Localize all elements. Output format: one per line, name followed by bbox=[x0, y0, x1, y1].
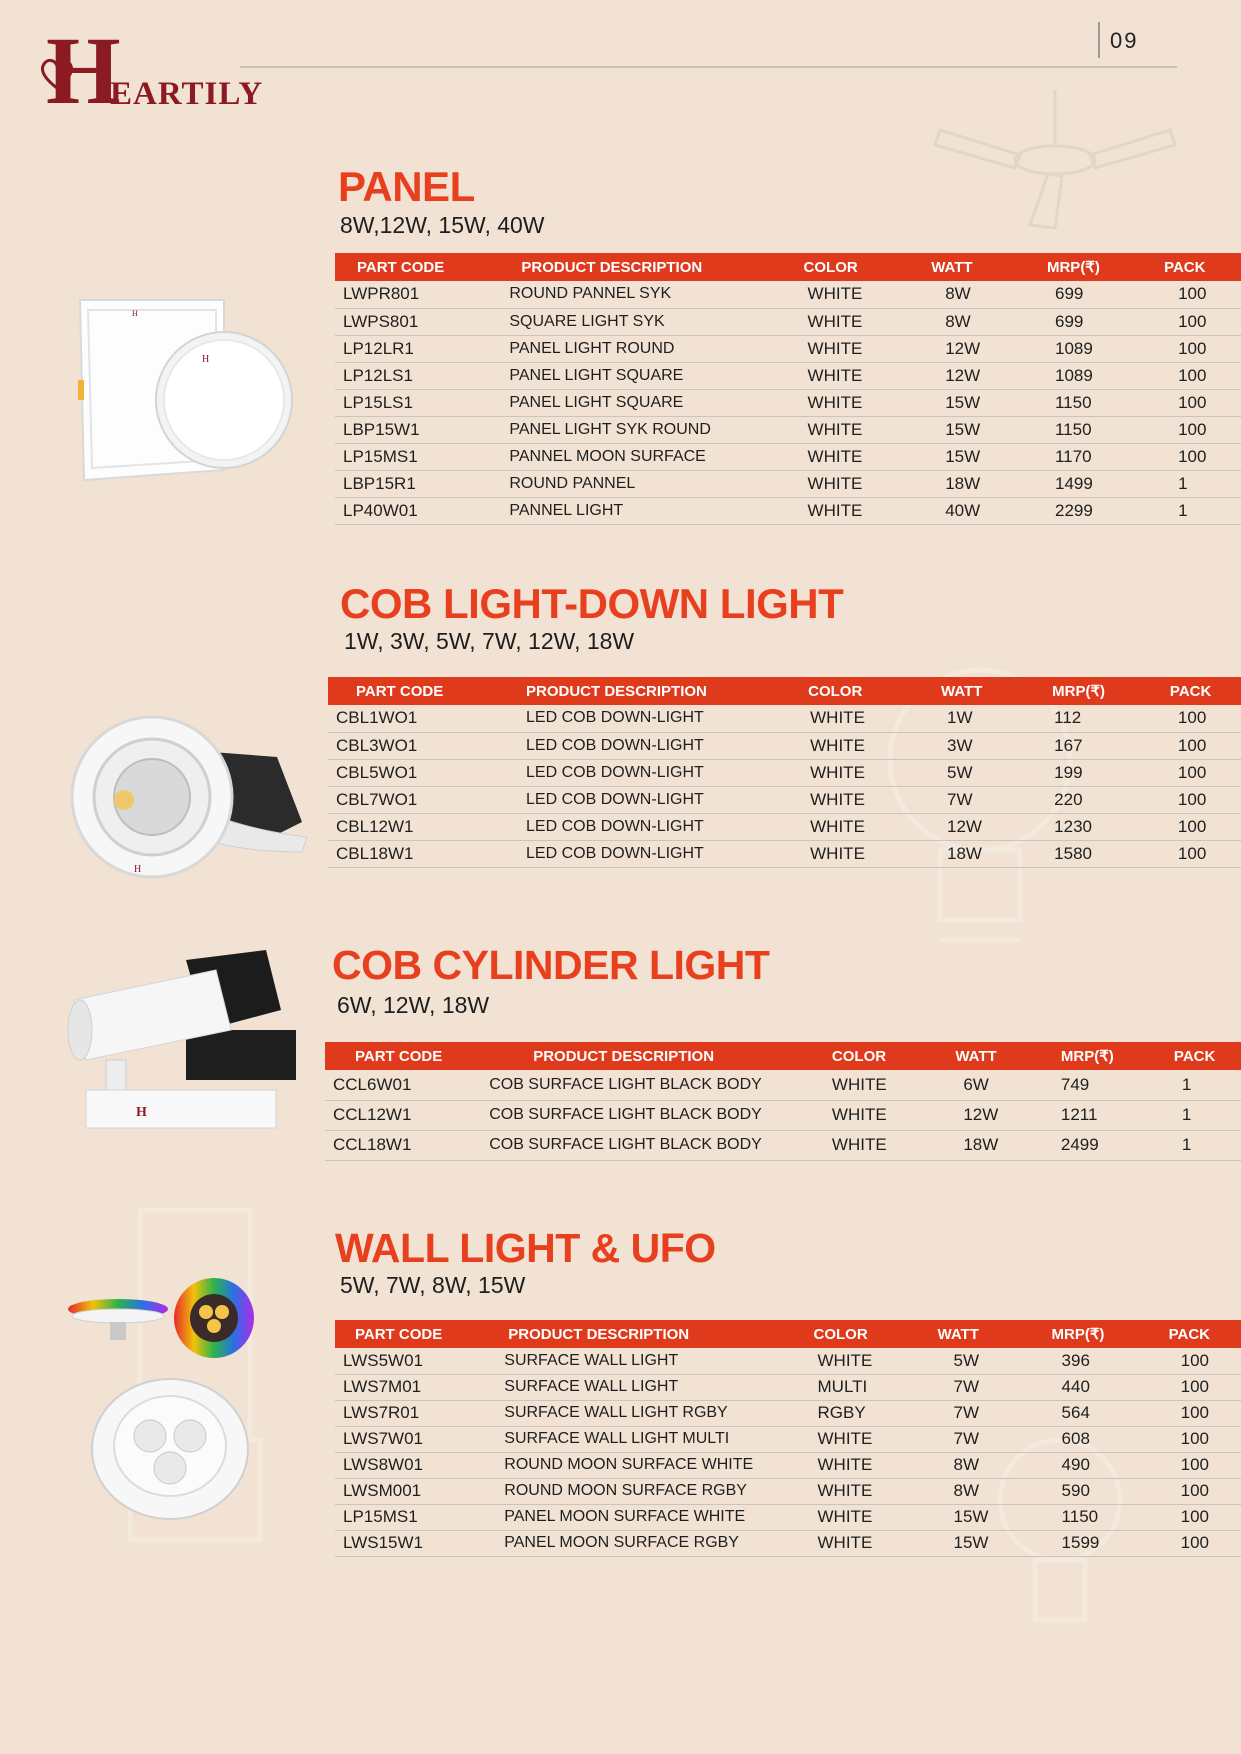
cell-pack: 100 bbox=[1134, 732, 1241, 759]
cell-color: WHITE bbox=[764, 335, 904, 362]
cell-watt: 15W bbox=[909, 1504, 1025, 1530]
cell-part-code: CCL18W1 bbox=[325, 1130, 461, 1160]
cell-watt: 15W bbox=[903, 443, 1021, 470]
cell-color: WHITE bbox=[760, 786, 903, 813]
cell-description: SURFACE WALL LIGHT bbox=[474, 1374, 773, 1400]
cell-watt: 7W bbox=[909, 1374, 1025, 1400]
cell-color: WHITE bbox=[760, 705, 903, 732]
cob-cylinder-table bbox=[325, 1042, 1241, 1161]
cell-watt: 12W bbox=[919, 1100, 1031, 1130]
cell-watt: 8W bbox=[909, 1478, 1025, 1504]
cob-down-light-table-body bbox=[328, 705, 1241, 867]
cell-mrp: 1599 bbox=[1026, 1530, 1137, 1556]
column-header-description: PRODUCT DESCRIPTION bbox=[461, 1042, 798, 1070]
table-row bbox=[335, 389, 1241, 416]
cell-mrp: 1150 bbox=[1026, 1504, 1137, 1530]
cell-mrp: 1089 bbox=[1021, 362, 1134, 389]
table-row bbox=[335, 416, 1241, 443]
cell-watt: 15W bbox=[909, 1530, 1025, 1556]
cell-color: WHITE bbox=[764, 470, 904, 497]
column-header-color: COLOR bbox=[764, 253, 904, 281]
cell-part-code: CBL1WO1 bbox=[328, 705, 476, 732]
cell-pack: 100 bbox=[1137, 1426, 1241, 1452]
cell-mrp: 699 bbox=[1021, 281, 1134, 308]
cob-cylinder-light-product-image bbox=[66, 950, 296, 1130]
column-header-part-code: PART CODE bbox=[335, 253, 479, 281]
cell-description: SURFACE WALL LIGHT RGBY bbox=[474, 1400, 773, 1426]
cell-mrp: 608 bbox=[1026, 1426, 1137, 1452]
cell-pack: 100 bbox=[1137, 1452, 1241, 1478]
cell-watt: 12W bbox=[903, 813, 1020, 840]
cell-description: LED COB DOWN-LIGHT bbox=[476, 732, 760, 759]
table-row bbox=[335, 497, 1241, 524]
svg-text:H: H bbox=[134, 864, 142, 875]
ufo-rgb-light-product-image bbox=[66, 1276, 266, 1360]
section-subtitle-cob-down-light: 1W, 3W, 5W, 7W, 12W, 18W bbox=[344, 628, 635, 654]
cell-pack: 100 bbox=[1137, 1530, 1241, 1556]
column-header-mrp: MRP(₹) bbox=[1026, 1320, 1137, 1348]
cell-color: RGBY bbox=[774, 1400, 910, 1426]
cell-description: ROUND MOON SURFACE WHITE bbox=[474, 1452, 773, 1478]
wall-ufo-table-body bbox=[335, 1348, 1241, 1556]
section-title-cob-down-light: COB LIGHT-DOWN LIGHT bbox=[340, 580, 844, 627]
cell-watt: 6W bbox=[919, 1070, 1031, 1100]
column-header-watt: WATT bbox=[909, 1320, 1025, 1348]
cell-part-code: LWS15W1 bbox=[335, 1530, 474, 1556]
column-header-description: PRODUCT DESCRIPTION bbox=[474, 1320, 773, 1348]
cell-pack: 100 bbox=[1134, 416, 1241, 443]
cell-color: WHITE bbox=[774, 1426, 910, 1452]
cell-part-code: LWS7M01 bbox=[335, 1374, 474, 1400]
cell-mrp: 199 bbox=[1020, 759, 1134, 786]
cell-mrp: 749 bbox=[1031, 1070, 1138, 1100]
cell-watt: 3W bbox=[903, 732, 1020, 759]
cell-pack: 100 bbox=[1134, 759, 1241, 786]
cell-description: PANNEL LIGHT bbox=[479, 497, 763, 524]
cell-description: PANEL LIGHT SYK ROUND bbox=[479, 416, 763, 443]
cell-part-code: CBL5WO1 bbox=[328, 759, 476, 786]
table-row bbox=[335, 1452, 1241, 1478]
table-row bbox=[328, 759, 1241, 786]
cell-description: LED COB DOWN-LIGHT bbox=[476, 786, 760, 813]
cob-cylinder-table-body bbox=[325, 1070, 1241, 1160]
cell-part-code: LBP15R1 bbox=[335, 470, 479, 497]
svg-text:H: H bbox=[136, 1105, 147, 1120]
table-row bbox=[335, 335, 1241, 362]
cell-part-code: LWS5W01 bbox=[335, 1348, 474, 1374]
cell-description: PANEL LIGHT ROUND bbox=[479, 335, 763, 362]
panel-light-product-image bbox=[74, 290, 294, 490]
cell-description: PANEL LIGHT SQUARE bbox=[479, 389, 763, 416]
cell-mrp: 564 bbox=[1026, 1400, 1137, 1426]
section-title-panel: PANEL bbox=[338, 163, 475, 210]
column-header-watt: WATT bbox=[919, 1042, 1031, 1070]
section-title-wall-ufo: WALL LIGHT & UFO bbox=[335, 1225, 716, 1271]
cell-mrp: 1580 bbox=[1020, 840, 1134, 867]
cell-part-code: CBL3WO1 bbox=[328, 732, 476, 759]
cell-part-code: CBL18W1 bbox=[328, 840, 476, 867]
table-row bbox=[335, 1400, 1241, 1426]
column-header-description: PRODUCT DESCRIPTION bbox=[476, 677, 760, 705]
cell-description: ROUND PANNEL bbox=[479, 470, 763, 497]
table-row bbox=[328, 786, 1241, 813]
cell-color: WHITE bbox=[764, 281, 904, 308]
cell-description: COB SURFACE LIGHT BLACK BODY bbox=[461, 1070, 798, 1100]
cell-watt: 12W bbox=[903, 335, 1021, 362]
cell-color: WHITE bbox=[760, 813, 903, 840]
cell-color: WHITE bbox=[774, 1348, 910, 1374]
cob-down-light-product-image bbox=[62, 712, 307, 892]
cell-pack: 100 bbox=[1137, 1504, 1241, 1530]
cell-pack: 100 bbox=[1134, 443, 1241, 470]
table-row bbox=[325, 1130, 1241, 1160]
cell-description: LED COB DOWN-LIGHT bbox=[476, 759, 760, 786]
table-row bbox=[335, 362, 1241, 389]
cell-part-code: CCL12W1 bbox=[325, 1100, 461, 1130]
cell-pack: 1 bbox=[1138, 1070, 1241, 1100]
table-row bbox=[335, 1504, 1241, 1530]
panel-table-body bbox=[335, 281, 1241, 524]
column-header-mrp: MRP(₹) bbox=[1021, 253, 1134, 281]
cell-watt: 8W bbox=[909, 1452, 1025, 1478]
cell-color: WHITE bbox=[760, 732, 903, 759]
cob-down-light-table bbox=[328, 677, 1241, 868]
cell-part-code: LWPS801 bbox=[335, 308, 479, 335]
cell-part-code: LWPR801 bbox=[335, 281, 479, 308]
cell-mrp: 1499 bbox=[1021, 470, 1134, 497]
cell-color: WHITE bbox=[774, 1530, 910, 1556]
cell-part-code: CBL7WO1 bbox=[328, 786, 476, 813]
cell-mrp: 1170 bbox=[1021, 443, 1134, 470]
table-row bbox=[335, 1348, 1241, 1374]
column-header-part-code: PART CODE bbox=[325, 1042, 461, 1070]
cell-watt: 8W bbox=[903, 308, 1021, 335]
cell-watt: 5W bbox=[903, 759, 1020, 786]
table-row bbox=[328, 840, 1241, 867]
column-header-mrp: MRP(₹) bbox=[1031, 1042, 1138, 1070]
cell-description: LED COB DOWN-LIGHT bbox=[476, 840, 760, 867]
cell-part-code: CCL6W01 bbox=[325, 1070, 461, 1100]
cell-mrp: 699 bbox=[1021, 308, 1134, 335]
column-header-color: COLOR bbox=[774, 1320, 910, 1348]
cell-part-code: LBP15W1 bbox=[335, 416, 479, 443]
cell-pack: 100 bbox=[1134, 786, 1241, 813]
table-row bbox=[325, 1100, 1241, 1130]
cell-mrp: 112 bbox=[1020, 705, 1134, 732]
column-header-pack: PACK bbox=[1138, 1042, 1241, 1070]
cell-part-code: LP15MS1 bbox=[335, 443, 479, 470]
column-header-pack: PACK bbox=[1134, 253, 1241, 281]
column-header-pack: PACK bbox=[1137, 1320, 1241, 1348]
page-number-divider bbox=[1098, 22, 1100, 58]
cell-mrp: 2299 bbox=[1021, 497, 1134, 524]
table-header-row bbox=[325, 1042, 1241, 1070]
cell-part-code: LP15LS1 bbox=[335, 389, 479, 416]
column-header-color: COLOR bbox=[798, 1042, 919, 1070]
cell-description: LED COB DOWN-LIGHT bbox=[476, 705, 760, 732]
cell-part-code: LP15MS1 bbox=[335, 1504, 474, 1530]
cell-watt: 7W bbox=[903, 786, 1020, 813]
cell-pack: 100 bbox=[1134, 705, 1241, 732]
svg-text:H: H bbox=[202, 354, 210, 365]
cell-part-code: LP12LS1 bbox=[335, 362, 479, 389]
section-subtitle-cob-cylinder: 6W, 12W, 18W bbox=[337, 992, 490, 1018]
cell-color: WHITE bbox=[798, 1070, 919, 1100]
cell-part-code: LWSM001 bbox=[335, 1478, 474, 1504]
cell-pack: 100 bbox=[1137, 1348, 1241, 1374]
cell-mrp: 1230 bbox=[1020, 813, 1134, 840]
column-header-part-code: PART CODE bbox=[335, 1320, 474, 1348]
table-row bbox=[328, 732, 1241, 759]
table-header-row bbox=[335, 253, 1241, 281]
cell-mrp: 440 bbox=[1026, 1374, 1137, 1400]
cell-color: WHITE bbox=[774, 1478, 910, 1504]
cell-watt: 7W bbox=[909, 1400, 1025, 1426]
table-row bbox=[335, 1478, 1241, 1504]
cell-description: PANEL MOON SURFACE WHITE bbox=[474, 1504, 773, 1530]
cell-part-code: LP40W01 bbox=[335, 497, 479, 524]
cell-color: WHITE bbox=[764, 362, 904, 389]
cell-pack: 100 bbox=[1134, 389, 1241, 416]
cell-description: SQUARE LIGHT SYK bbox=[479, 308, 763, 335]
cell-color: WHITE bbox=[764, 389, 904, 416]
table-row bbox=[335, 443, 1241, 470]
cell-pack: 100 bbox=[1137, 1478, 1241, 1504]
cell-mrp: 167 bbox=[1020, 732, 1134, 759]
table-row bbox=[335, 470, 1241, 497]
cell-watt: 40W bbox=[903, 497, 1021, 524]
svg-text:H: H bbox=[132, 309, 138, 318]
cell-description: PANEL LIGHT SQUARE bbox=[479, 362, 763, 389]
cell-description: SURFACE WALL LIGHT MULTI bbox=[474, 1426, 773, 1452]
table-header-row bbox=[328, 677, 1241, 705]
cell-pack: 1 bbox=[1134, 470, 1241, 497]
cell-mrp: 1089 bbox=[1021, 335, 1134, 362]
cell-mrp: 490 bbox=[1026, 1452, 1137, 1478]
cell-watt: 1W bbox=[903, 705, 1020, 732]
cell-mrp: 1150 bbox=[1021, 389, 1134, 416]
cell-color: WHITE bbox=[774, 1504, 910, 1530]
cell-watt: 18W bbox=[919, 1130, 1031, 1160]
cell-color: WHITE bbox=[764, 443, 904, 470]
section-subtitle-panel: 8W,12W, 15W, 40W bbox=[340, 212, 545, 238]
round-moon-light-product-image bbox=[88, 1376, 252, 1522]
cell-color: WHITE bbox=[798, 1130, 919, 1160]
cell-color: WHITE bbox=[774, 1452, 910, 1478]
cell-pack: 100 bbox=[1134, 813, 1241, 840]
cell-mrp: 1211 bbox=[1031, 1100, 1138, 1130]
cell-mrp: 396 bbox=[1026, 1348, 1137, 1374]
cell-watt: 15W bbox=[903, 389, 1021, 416]
table-header-row bbox=[335, 1320, 1241, 1348]
cell-part-code: LWS7R01 bbox=[335, 1400, 474, 1426]
cell-color: WHITE bbox=[760, 759, 903, 786]
cell-color: WHITE bbox=[764, 416, 904, 443]
cell-description: COB SURFACE LIGHT BLACK BODY bbox=[461, 1100, 798, 1130]
cell-pack: 100 bbox=[1137, 1374, 1241, 1400]
table-row bbox=[335, 281, 1241, 308]
cell-mrp: 220 bbox=[1020, 786, 1134, 813]
brand-logo bbox=[40, 17, 300, 124]
column-header-pack: PACK bbox=[1134, 677, 1241, 705]
table-row bbox=[335, 1530, 1241, 1556]
table-row bbox=[328, 813, 1241, 840]
cell-pack: 1 bbox=[1138, 1100, 1241, 1130]
cell-description: ROUND PANNEL SYK bbox=[479, 281, 763, 308]
cell-pack: 100 bbox=[1134, 840, 1241, 867]
cell-part-code: LWS8W01 bbox=[335, 1452, 474, 1478]
cell-pack: 100 bbox=[1137, 1400, 1241, 1426]
cell-watt: 18W bbox=[903, 470, 1021, 497]
panel-table bbox=[335, 253, 1241, 525]
cell-part-code: LWS7W01 bbox=[335, 1426, 474, 1452]
cell-description: PANEL MOON SURFACE RGBY bbox=[474, 1530, 773, 1556]
ceiling-fan-watermark-icon bbox=[930, 90, 1180, 230]
table-row bbox=[335, 308, 1241, 335]
header-rule bbox=[240, 66, 1177, 68]
cell-pack: 100 bbox=[1134, 335, 1241, 362]
section-subtitle-wall-ufo: 5W, 7W, 8W, 15W bbox=[340, 1272, 526, 1298]
column-header-watt: WATT bbox=[903, 677, 1020, 705]
cell-watt: 7W bbox=[909, 1426, 1025, 1452]
cell-watt: 15W bbox=[903, 416, 1021, 443]
section-title-cob-cylinder: COB CYLINDER LIGHT bbox=[332, 942, 770, 988]
cell-color: MULTI bbox=[774, 1374, 910, 1400]
cell-pack: 100 bbox=[1134, 281, 1241, 308]
cell-description: SURFACE WALL LIGHT bbox=[474, 1348, 773, 1374]
cell-pack: 100 bbox=[1134, 308, 1241, 335]
cell-color: WHITE bbox=[760, 840, 903, 867]
cell-color: WHITE bbox=[798, 1100, 919, 1130]
cell-watt: 18W bbox=[903, 840, 1020, 867]
cell-color: WHITE bbox=[764, 497, 904, 524]
column-header-mrp: MRP(₹) bbox=[1020, 677, 1134, 705]
cell-watt: 12W bbox=[903, 362, 1021, 389]
cell-pack: 100 bbox=[1134, 362, 1241, 389]
cell-description: COB SURFACE LIGHT BLACK BODY bbox=[461, 1130, 798, 1160]
table-row bbox=[328, 705, 1241, 732]
cell-part-code: LP12LR1 bbox=[335, 335, 479, 362]
brand-name: EARTILY bbox=[110, 76, 264, 112]
cell-part-code: CBL12W1 bbox=[328, 813, 476, 840]
cell-mrp: 590 bbox=[1026, 1478, 1137, 1504]
cell-pack: 1 bbox=[1134, 497, 1241, 524]
cell-mrp: 2499 bbox=[1031, 1130, 1138, 1160]
cell-description: LED COB DOWN-LIGHT bbox=[476, 813, 760, 840]
cell-mrp: 1150 bbox=[1021, 416, 1134, 443]
cell-pack: 1 bbox=[1138, 1130, 1241, 1160]
table-row bbox=[335, 1374, 1241, 1400]
column-header-watt: WATT bbox=[903, 253, 1021, 281]
table-row bbox=[325, 1070, 1241, 1100]
column-header-part-code: PART CODE bbox=[328, 677, 476, 705]
cell-watt: 5W bbox=[909, 1348, 1025, 1374]
column-header-description: PRODUCT DESCRIPTION bbox=[479, 253, 763, 281]
cell-description: PANNEL MOON SURFACE bbox=[479, 443, 763, 470]
cell-watt: 8W bbox=[903, 281, 1021, 308]
page-number: 09 bbox=[1110, 28, 1139, 53]
table-row bbox=[335, 1426, 1241, 1452]
cell-color: WHITE bbox=[764, 308, 904, 335]
cell-description: ROUND MOON SURFACE RGBY bbox=[474, 1478, 773, 1504]
wall-ufo-table bbox=[335, 1320, 1241, 1557]
brand-initial: H bbox=[46, 17, 121, 124]
column-header-color: COLOR bbox=[760, 677, 903, 705]
